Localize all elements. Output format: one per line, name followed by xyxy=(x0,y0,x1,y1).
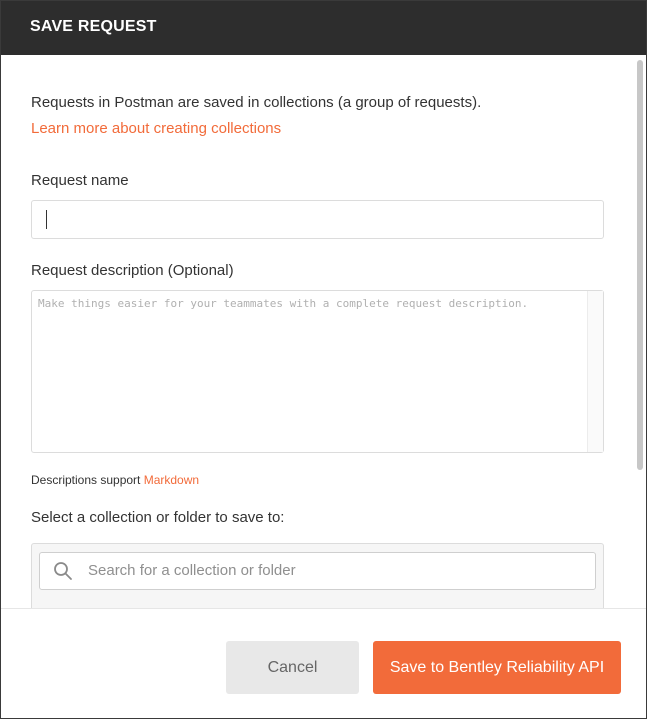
request-description-label: Request description (Optional) xyxy=(31,262,234,279)
save-button[interactable]: Save to Bentley Reliability API xyxy=(373,641,621,694)
learn-more-link[interactable]: Learn more about creating collections xyxy=(31,120,282,137)
description-scrollbar[interactable] xyxy=(587,291,603,452)
intro-text: Requests in Postman are saved in collections (a group of requests). xyxy=(31,94,482,111)
request-name-label: Request name xyxy=(31,172,129,189)
search-placeholder: Search for a collection or folder xyxy=(88,562,296,579)
dialog-body xyxy=(1,55,646,608)
dialog-header xyxy=(1,1,646,55)
markdown-note xyxy=(31,473,199,487)
collection-search-input[interactable] xyxy=(39,552,596,590)
markdown-note-prefix: Descriptions support xyxy=(31,473,144,487)
dialog-scrollbar[interactable] xyxy=(637,60,643,470)
request-name-input[interactable] xyxy=(31,200,604,239)
text-caret xyxy=(46,210,47,229)
markdown-link[interactable]: Markdown xyxy=(143,473,200,487)
collection-label: Select a collection or folder to save to: xyxy=(31,509,285,526)
description-placeholder: Make things easier for your teammates with a complete request description. xyxy=(38,297,529,310)
collection-browser xyxy=(31,543,604,608)
request-description-textarea[interactable] xyxy=(31,290,604,453)
cancel-button[interactable]: Cancel xyxy=(226,641,359,694)
dialog-title: SAVE REQUEST xyxy=(30,18,157,35)
dialog-footer xyxy=(1,608,646,719)
search-icon xyxy=(53,561,73,581)
